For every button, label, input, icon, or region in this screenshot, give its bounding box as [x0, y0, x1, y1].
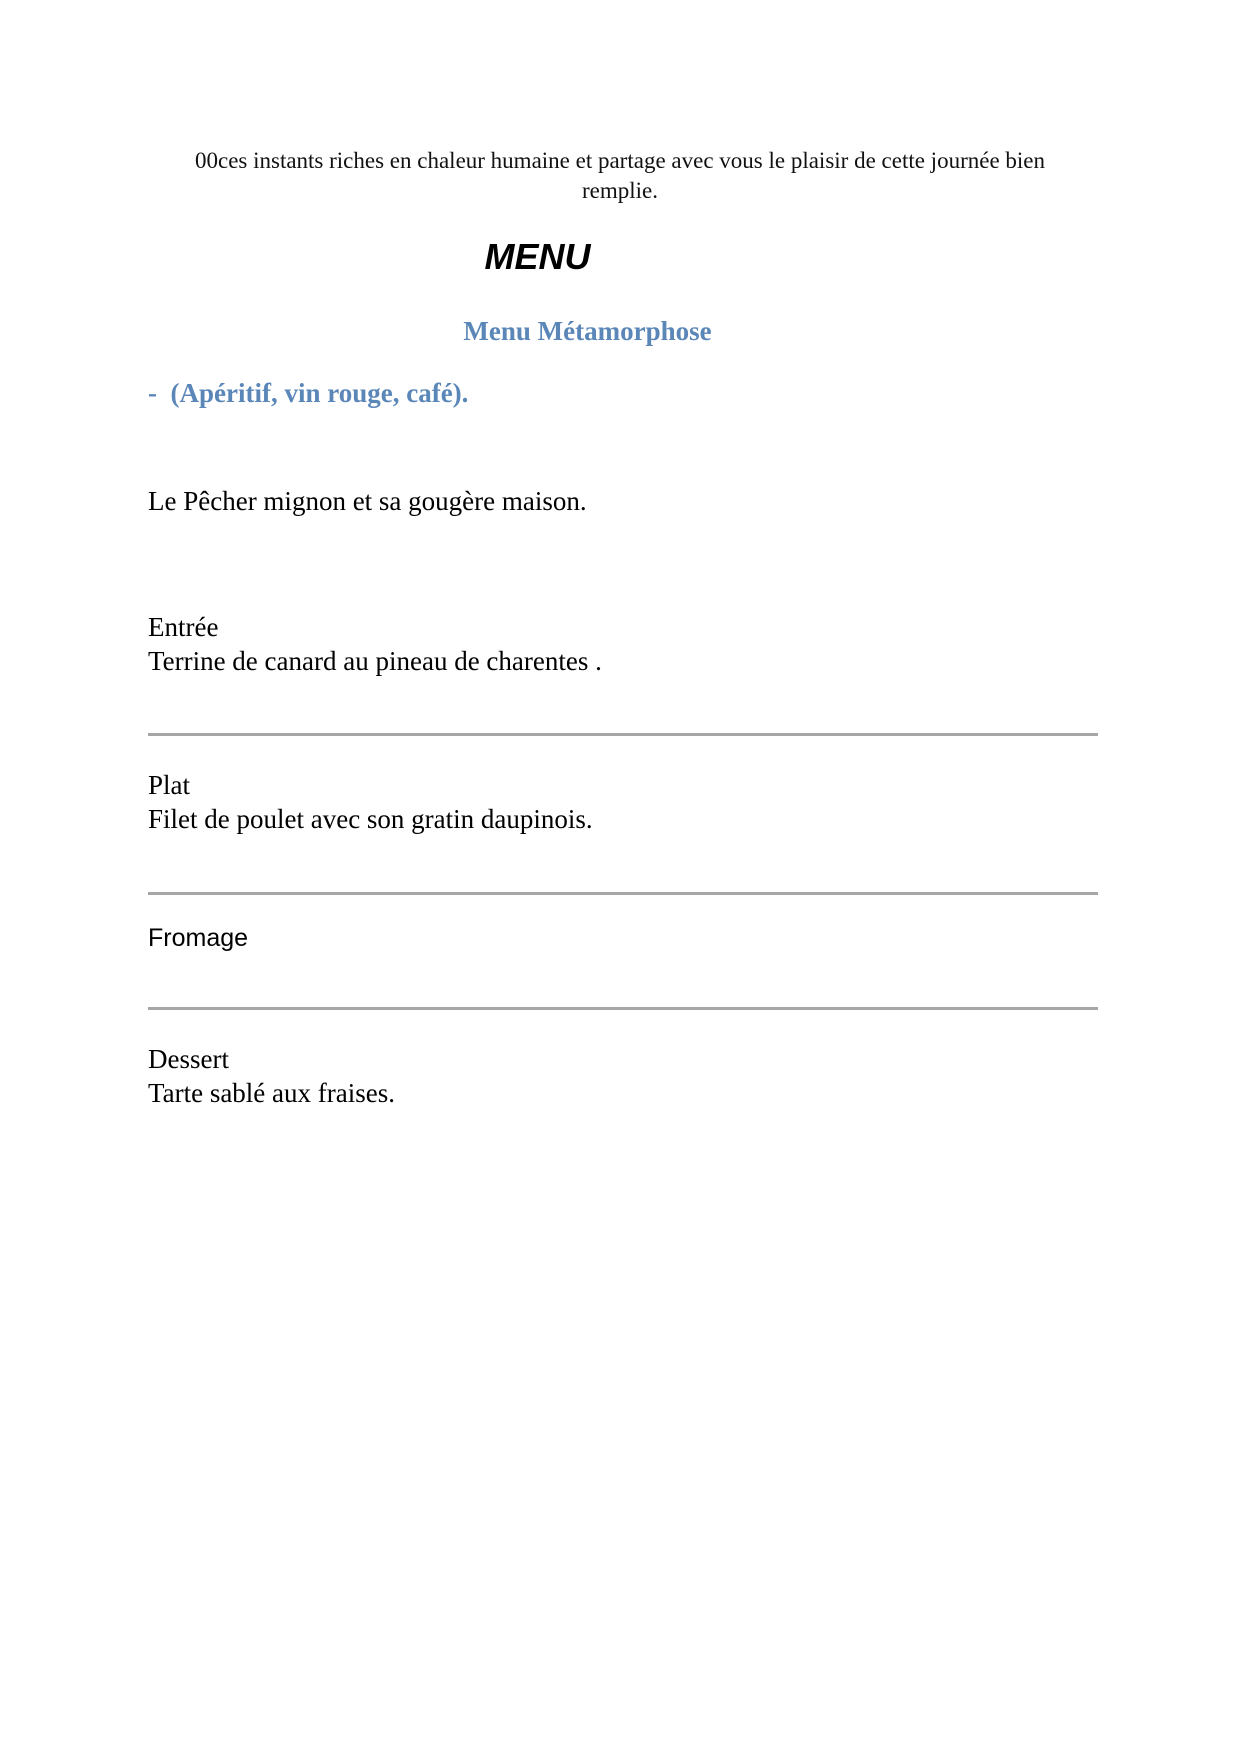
dessert-section — [148, 1042, 395, 1110]
menu-title: MENU — [484, 236, 591, 277]
intro-line-2: remplie. — [582, 178, 658, 203]
divider — [148, 1007, 1098, 1010]
intro-paragraph — [150, 146, 1090, 206]
divider — [148, 733, 1098, 736]
entree-section — [148, 610, 602, 678]
entree-dish: Terrine de canard au pineau de charentes . — [148, 646, 602, 676]
menu-subtitle: Menu Métamorphose — [463, 316, 712, 346]
divider — [148, 892, 1098, 895]
fromage-label: Fromage — [148, 924, 249, 952]
aperitif-item: Le Pêcher mignon et sa gougère maison. — [148, 486, 587, 516]
dessert-dish: Tarte sablé aux fraises. — [148, 1078, 395, 1108]
plat-label: Plat — [148, 770, 191, 800]
intro-line-1: 00ces instants riches en chaleur humaine et partage avec vous le plaisir de cette journée bien — [194, 148, 1045, 173]
drinks-line: - (Apéritif, vin rouge, café). — [148, 378, 469, 408]
plat-dish: Filet de poulet avec son gratin daupinois. — [148, 804, 593, 834]
entree-label: Entrée — [148, 612, 219, 642]
dessert-label: Dessert — [148, 1044, 229, 1074]
plat-section — [148, 768, 593, 836]
